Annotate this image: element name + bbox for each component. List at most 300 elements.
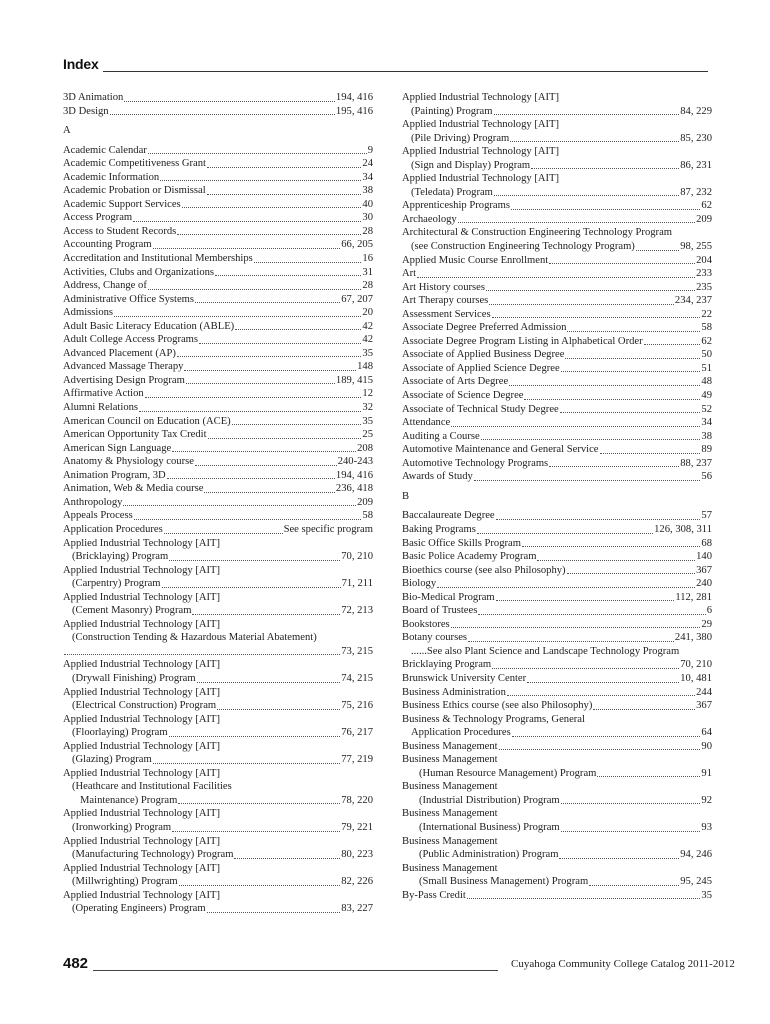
dot-leader <box>178 803 340 804</box>
entry-topic: Biology <box>402 578 437 590</box>
entry-topic: Access Program <box>63 212 133 224</box>
index-entry <box>402 159 712 173</box>
index-entry <box>63 347 373 361</box>
dot-leader <box>494 195 679 196</box>
entry-pages: 240 <box>696 578 712 590</box>
entry-pages: 208 <box>357 442 373 454</box>
entry-pages: 77, 219 <box>341 754 373 766</box>
index-entry <box>63 415 373 429</box>
entry-topic: Baccalaureate Degree <box>402 510 495 522</box>
index-entry <box>402 281 712 295</box>
entry-topic: Anatomy & Physiology course <box>63 456 194 468</box>
entry-topic: Associate of Applied Science Degree <box>402 362 560 374</box>
entry-topic: Academic Support Services <box>63 198 181 210</box>
entry-topic: Associate of Arts Degree <box>402 376 509 388</box>
entry-pages: 20 <box>362 307 373 319</box>
entry-pages: 30 <box>362 212 373 224</box>
dot-leader <box>197 682 341 683</box>
entry-topic: Animation, Web & Media course <box>63 483 204 495</box>
dot-leader <box>549 263 695 264</box>
index-entry <box>402 672 712 686</box>
index-entry <box>63 184 373 198</box>
index-heading-line: Applied Industrial Technology [AIT] <box>402 146 560 158</box>
index-heading-line: Applied Industrial Technology [AIT] <box>63 835 221 847</box>
dot-leader <box>235 329 361 330</box>
dot-leader <box>567 573 696 574</box>
dot-leader <box>451 627 701 628</box>
entry-pages: 58 <box>701 322 712 334</box>
dot-leader <box>492 668 679 669</box>
index-entry <box>402 821 712 835</box>
entry-topic: (Human Resource Management) Program <box>419 767 597 779</box>
dot-leader <box>561 803 701 804</box>
index-entry <box>402 740 712 754</box>
index-heading-line: Applied Industrial Technology [AIT] <box>402 173 560 185</box>
entry-pages: 73, 215 <box>341 645 373 657</box>
entry-topic: (see Construction Engineering Technology Program) <box>411 241 635 253</box>
index-entry <box>63 604 373 618</box>
index-entry <box>402 389 712 403</box>
entry-pages: 64 <box>701 727 712 739</box>
dot-leader <box>160 180 361 181</box>
index-entry <box>63 469 373 483</box>
index-entry <box>63 333 373 347</box>
entry-topic: (International Business) Program <box>419 821 560 833</box>
entry-pages: 235 <box>696 281 712 293</box>
page-header <box>63 55 708 72</box>
index-heading-line: Applied Industrial Technology [AIT] <box>63 862 221 874</box>
entry-pages: 48 <box>701 376 712 388</box>
dot-leader <box>512 736 701 737</box>
dot-leader <box>593 709 695 710</box>
dot-leader <box>179 885 341 886</box>
dot-leader <box>195 302 340 303</box>
entry-topic: Access to Student Records <box>63 225 177 237</box>
dot-leader <box>133 221 361 222</box>
index-entry <box>63 577 373 591</box>
index-entry <box>63 875 373 889</box>
dot-leader <box>561 831 701 832</box>
index-entry <box>402 591 712 605</box>
entry-pages: 62 <box>701 200 712 212</box>
dot-leader <box>164 533 283 534</box>
dot-leader <box>195 465 337 466</box>
index-entry <box>402 767 712 781</box>
index-entry <box>63 645 373 659</box>
dot-leader <box>478 614 705 615</box>
dot-leader <box>524 399 700 400</box>
entry-topic: Botany courses <box>402 632 468 644</box>
dot-leader <box>489 304 674 305</box>
entry-pages: See specific program <box>283 523 373 535</box>
entry-pages: 241, 380 <box>674 632 712 644</box>
entry-topic: Associate of Applied Business Degree <box>402 349 565 361</box>
entry-topic: (Drywall Finishing) Program <box>72 672 196 684</box>
index-entry <box>402 294 712 308</box>
index-entry <box>63 91 373 105</box>
index-entry <box>402 794 712 808</box>
index-heading-line: Applied Industrial Technology [AIT] <box>63 591 221 603</box>
section-letter: B <box>402 490 410 502</box>
index-entry <box>63 171 373 185</box>
entry-topic: Activities, Clubs and Organizations <box>63 266 215 278</box>
entry-topic: Academic Probation or Dismissal <box>63 185 206 197</box>
entry-topic: Academic Calendar <box>63 144 147 156</box>
index-entry <box>402 267 712 281</box>
index-heading-line: Business Management <box>402 835 498 847</box>
index-entry <box>402 348 712 362</box>
dot-leader <box>496 519 701 520</box>
entry-pages: 50 <box>701 349 712 361</box>
index-heading-line: Business Management <box>402 754 498 766</box>
entry-pages: 40 <box>362 198 373 210</box>
entry-pages: 140 <box>696 551 712 563</box>
dot-leader <box>437 587 695 588</box>
entry-pages: 236, 418 <box>335 483 373 495</box>
entry-pages: 70, 210 <box>680 659 712 671</box>
entry-topic: Basic Office Skills Program <box>402 537 521 549</box>
entry-pages: 244 <box>696 686 712 698</box>
entry-topic: Bricklaying Program <box>402 659 492 671</box>
index-heading-line: Applied Industrial Technology [AIT] <box>63 537 221 549</box>
entry-topic: Application Procedures <box>411 727 511 739</box>
dot-leader <box>192 614 340 615</box>
index-entry <box>402 699 712 713</box>
index-entry <box>63 821 373 835</box>
entry-pages: 87, 232 <box>680 186 712 198</box>
entry-topic: Automotive Technology Programs <box>402 457 549 469</box>
entry-topic: Bioethics course (see also Philosophy) <box>402 564 566 576</box>
entry-topic: Assessment Services <box>402 308 491 320</box>
dot-leader <box>481 439 701 440</box>
index-heading-line: Applied Industrial Technology [AIT] <box>63 713 221 725</box>
index-heading-line: Business Management <box>402 808 498 820</box>
index-entry <box>63 401 373 415</box>
entry-pages: 16 <box>362 253 373 265</box>
entry-pages: 51 <box>701 362 712 374</box>
dot-leader <box>417 277 695 278</box>
dot-leader <box>597 776 700 777</box>
entry-topic: Application Procedures <box>63 523 163 535</box>
index-heading-line: (Construction Tending & Hazardous Material Abatement) <box>72 632 317 644</box>
dot-leader <box>123 505 356 506</box>
index-entry <box>63 753 373 767</box>
entry-topic: (Ironworking) Program <box>72 821 172 833</box>
dot-leader <box>134 519 362 520</box>
entry-pages: 49 <box>701 390 712 402</box>
index-entry <box>402 416 712 430</box>
dot-leader <box>153 763 340 764</box>
entry-topic: Appeals Process <box>63 510 133 522</box>
entry-topic: Business Management <box>402 740 498 752</box>
index-heading-line: Applied Industrial Technology [AIT] <box>402 92 560 103</box>
index-entry <box>402 335 712 349</box>
dot-leader <box>207 194 362 195</box>
dot-leader <box>217 709 340 710</box>
entry-topic: Bookstores <box>402 618 450 630</box>
entry-pages: 234, 237 <box>674 295 712 307</box>
page-number: 482 <box>63 955 89 972</box>
index-heading-line: Applied Industrial Technology [AIT] <box>63 808 221 820</box>
entry-pages: 84, 229 <box>680 105 712 117</box>
index-entry <box>63 266 373 280</box>
entry-topic: Baking Programs <box>402 523 476 535</box>
dot-leader <box>549 466 679 467</box>
index-entry <box>63 157 373 171</box>
index-entry <box>402 403 712 417</box>
entry-pages: 56 <box>701 471 712 483</box>
entry-topic: Academic Competitiveness Grant <box>63 158 206 170</box>
dot-leader <box>509 385 700 386</box>
index-entry <box>63 144 373 158</box>
catalog-title: Cuyahoga Community College Catalog 2011-2012 <box>511 958 735 970</box>
index-entry <box>63 428 373 442</box>
dot-leader <box>153 248 341 249</box>
page-footer <box>63 955 735 973</box>
entry-pages: 204 <box>696 254 712 266</box>
index-heading-line: Applied Industrial Technology [AIT] <box>63 767 221 779</box>
index-entry <box>402 848 712 862</box>
entry-topic: (Manufacturing Technology) Program <box>72 849 234 861</box>
index-entry <box>402 186 712 200</box>
index-entry <box>63 794 373 808</box>
entry-topic: Accreditation and Institutional Memberships <box>63 253 253 265</box>
entry-pages: 112, 281 <box>675 591 712 603</box>
entry-topic: Associate of Technical Study Degree <box>402 403 559 415</box>
entry-pages: 79, 221 <box>341 821 373 833</box>
index-heading-line: Architectural & Construction Engineering Technology Program <box>402 227 673 239</box>
footer-rule <box>93 970 498 971</box>
index-entry <box>402 443 712 457</box>
dot-leader <box>467 898 701 899</box>
entry-pages: 95, 245 <box>680 876 712 888</box>
dot-leader <box>486 290 695 291</box>
entry-topic: Advanced Massage Therapy <box>63 361 184 373</box>
dot-leader <box>207 912 341 913</box>
section-letter: A <box>63 125 71 137</box>
index-entry <box>402 889 712 903</box>
index-entry <box>63 509 373 523</box>
index-entry <box>402 199 712 213</box>
entry-topic: (Millwrighting) Program <box>72 876 178 888</box>
entry-pages: 38 <box>701 430 712 442</box>
dot-leader <box>207 167 361 168</box>
entry-topic: Adult College Access Programs <box>63 334 199 346</box>
entry-pages: 233 <box>696 268 712 280</box>
entry-topic: American Sign Language <box>63 442 172 454</box>
entry-topic: Apprenticeship Programs <box>402 200 510 212</box>
entry-topic: 3D Design <box>63 105 109 117</box>
index-heading-line: Applied Industrial Technology [AIT] <box>63 659 221 671</box>
entry-pages: 88, 237 <box>680 457 712 469</box>
entry-topic: Academic Information <box>63 171 160 183</box>
entry-pages: 194, 416 <box>335 92 373 103</box>
entry-topic: Accounting Program <box>63 239 152 251</box>
entry-pages: 9 <box>367 144 373 156</box>
dot-leader <box>184 370 356 371</box>
entry-pages: 367 <box>696 564 712 576</box>
dot-leader <box>499 749 701 750</box>
entry-topic: Art History courses <box>402 281 485 293</box>
entry-pages: 83, 227 <box>341 903 373 915</box>
entry-pages: 89 <box>701 444 712 456</box>
dot-leader <box>167 478 335 479</box>
entry-pages: 86, 231 <box>680 159 712 171</box>
index-entry <box>63 252 373 266</box>
dot-leader <box>186 383 335 384</box>
entry-pages: 126, 308, 311 <box>654 523 712 535</box>
entry-pages: 75, 216 <box>341 700 373 712</box>
entry-pages: 82, 226 <box>341 876 373 888</box>
entry-pages: 67, 207 <box>341 293 373 305</box>
dot-leader <box>451 426 700 427</box>
index-entry <box>63 550 373 564</box>
entry-pages: 42 <box>362 320 373 332</box>
entry-topic: Awards of Study <box>402 471 473 483</box>
index-entry <box>63 279 373 293</box>
entry-pages: 34 <box>362 171 373 183</box>
entry-pages: 194, 416 <box>335 469 373 481</box>
entry-pages: 34 <box>701 417 712 429</box>
index-entry <box>402 686 712 700</box>
entry-topic: Associate Degree Program Listing in Alphabetical Order <box>402 335 643 347</box>
index-title: Index <box>63 56 103 72</box>
entry-pages: 6 <box>706 605 712 617</box>
entry-pages: 148 <box>357 361 373 373</box>
index-entry <box>402 618 712 632</box>
entry-topic: Associate Degree Preferred Admission <box>402 322 567 334</box>
index-entry <box>63 523 373 537</box>
dot-leader <box>496 600 675 601</box>
entry-pages: 42 <box>362 334 373 346</box>
entry-pages: 24 <box>362 158 373 170</box>
index-heading-line: Business Management <box>402 781 498 793</box>
entry-pages: 25 <box>362 429 373 441</box>
entry-pages: 195, 416 <box>335 105 373 117</box>
entry-pages: 52 <box>701 403 712 415</box>
index-entry <box>63 848 373 862</box>
entry-pages: 98, 255 <box>680 241 712 253</box>
entry-topic: (Small Business Management) Program <box>419 876 589 888</box>
entry-topic: (Bricklaying) Program <box>72 551 169 563</box>
dot-leader <box>644 344 701 345</box>
index-entry <box>63 442 373 456</box>
entry-topic: Bio-Medical Program <box>402 591 495 603</box>
entry-topic: (Floorlaying) Program <box>72 727 168 739</box>
entry-pages: 92 <box>701 794 712 806</box>
index-heading-line: Applied Industrial Technology [AIT] <box>63 686 221 698</box>
entry-pages: 22 <box>701 308 712 320</box>
entry-pages: 74, 215 <box>341 672 373 684</box>
entry-topic: American Council on Education (ACE) <box>63 415 231 427</box>
dot-leader <box>177 356 361 357</box>
index-entry <box>63 387 373 401</box>
dot-leader <box>494 114 680 115</box>
entry-topic: Anthropology <box>63 496 123 508</box>
index-heading-line: (Heathcare and Institutional Facilities <box>72 781 232 793</box>
index-entry <box>63 672 373 686</box>
dot-leader <box>110 114 335 115</box>
entry-pages: 85, 230 <box>680 132 712 144</box>
index-entry <box>402 604 712 618</box>
index-column-right <box>402 91 712 902</box>
entry-topic: (Public Administration) Program <box>419 849 559 861</box>
index-heading-line: Applied Industrial Technology [AIT] <box>63 889 221 901</box>
entry-topic: (Electrical Construction) Program <box>72 700 217 712</box>
index-entry <box>402 726 712 740</box>
entry-topic: Brunswick University Center <box>402 672 527 684</box>
entry-topic: Advertising Design Program <box>63 374 185 386</box>
entry-topic: Admissions <box>63 307 114 319</box>
index-entry <box>402 875 712 889</box>
index-entry <box>402 375 712 389</box>
entry-topic: Administrative Office Systems <box>63 293 195 305</box>
entry-topic: (Glazing) Program <box>72 754 152 766</box>
entry-pages: 94, 246 <box>680 849 712 861</box>
dot-leader <box>148 289 362 290</box>
index-entry <box>63 238 373 252</box>
entry-topic: (Carpentry) Program <box>72 578 161 590</box>
entry-topic: Animation Program, 3D <box>63 469 166 481</box>
entry-pages: 35 <box>701 889 712 901</box>
entry-topic: Alumni Relations <box>63 402 139 414</box>
index-entry <box>402 658 712 672</box>
dot-leader <box>561 371 701 372</box>
index-heading-line: Applied Industrial Technology [AIT] <box>63 740 221 752</box>
index-entry <box>402 321 712 335</box>
entry-pages: 28 <box>362 280 373 292</box>
entry-pages: 240-243 <box>337 456 373 468</box>
index-entry <box>402 470 712 484</box>
index-heading-line: Applied Industrial Technology [AIT] <box>63 618 221 630</box>
entry-pages: 35 <box>362 415 373 427</box>
dot-leader <box>522 546 700 547</box>
index-heading-line: Applied Industrial Technology [AIT] <box>63 564 221 576</box>
index-entry <box>402 105 712 119</box>
dot-leader <box>145 397 362 398</box>
index-heading-line: Applied Industrial Technology [AIT] <box>402 119 560 131</box>
dot-leader <box>567 331 700 332</box>
index-entry <box>63 699 373 713</box>
entry-topic: (Painting) Program <box>411 105 493 117</box>
entry-topic: Business Administration <box>402 686 506 698</box>
index-entry <box>402 564 712 578</box>
entry-pages: 57 <box>701 510 712 522</box>
entry-topic: 3D Animation <box>63 92 124 103</box>
index-entry <box>402 509 712 523</box>
dot-leader <box>531 168 679 169</box>
dot-leader <box>177 234 361 235</box>
index-entry <box>402 550 712 564</box>
entry-topic: By-Pass Credit <box>402 889 466 901</box>
dot-leader <box>199 343 361 344</box>
index-entry <box>63 496 373 510</box>
index-entry <box>63 902 373 916</box>
entry-pages: 72, 213 <box>341 605 373 617</box>
dot-leader <box>474 480 701 481</box>
dot-leader <box>458 222 695 223</box>
dot-leader <box>162 587 341 588</box>
index-entry <box>402 457 712 471</box>
dot-leader <box>254 262 362 263</box>
index-entry <box>402 430 712 444</box>
index-entry <box>402 523 712 537</box>
entry-pages: 209 <box>696 213 712 225</box>
index-entry <box>63 211 373 225</box>
dot-leader <box>527 682 679 683</box>
dot-leader <box>560 412 701 413</box>
index-entry <box>402 254 712 268</box>
